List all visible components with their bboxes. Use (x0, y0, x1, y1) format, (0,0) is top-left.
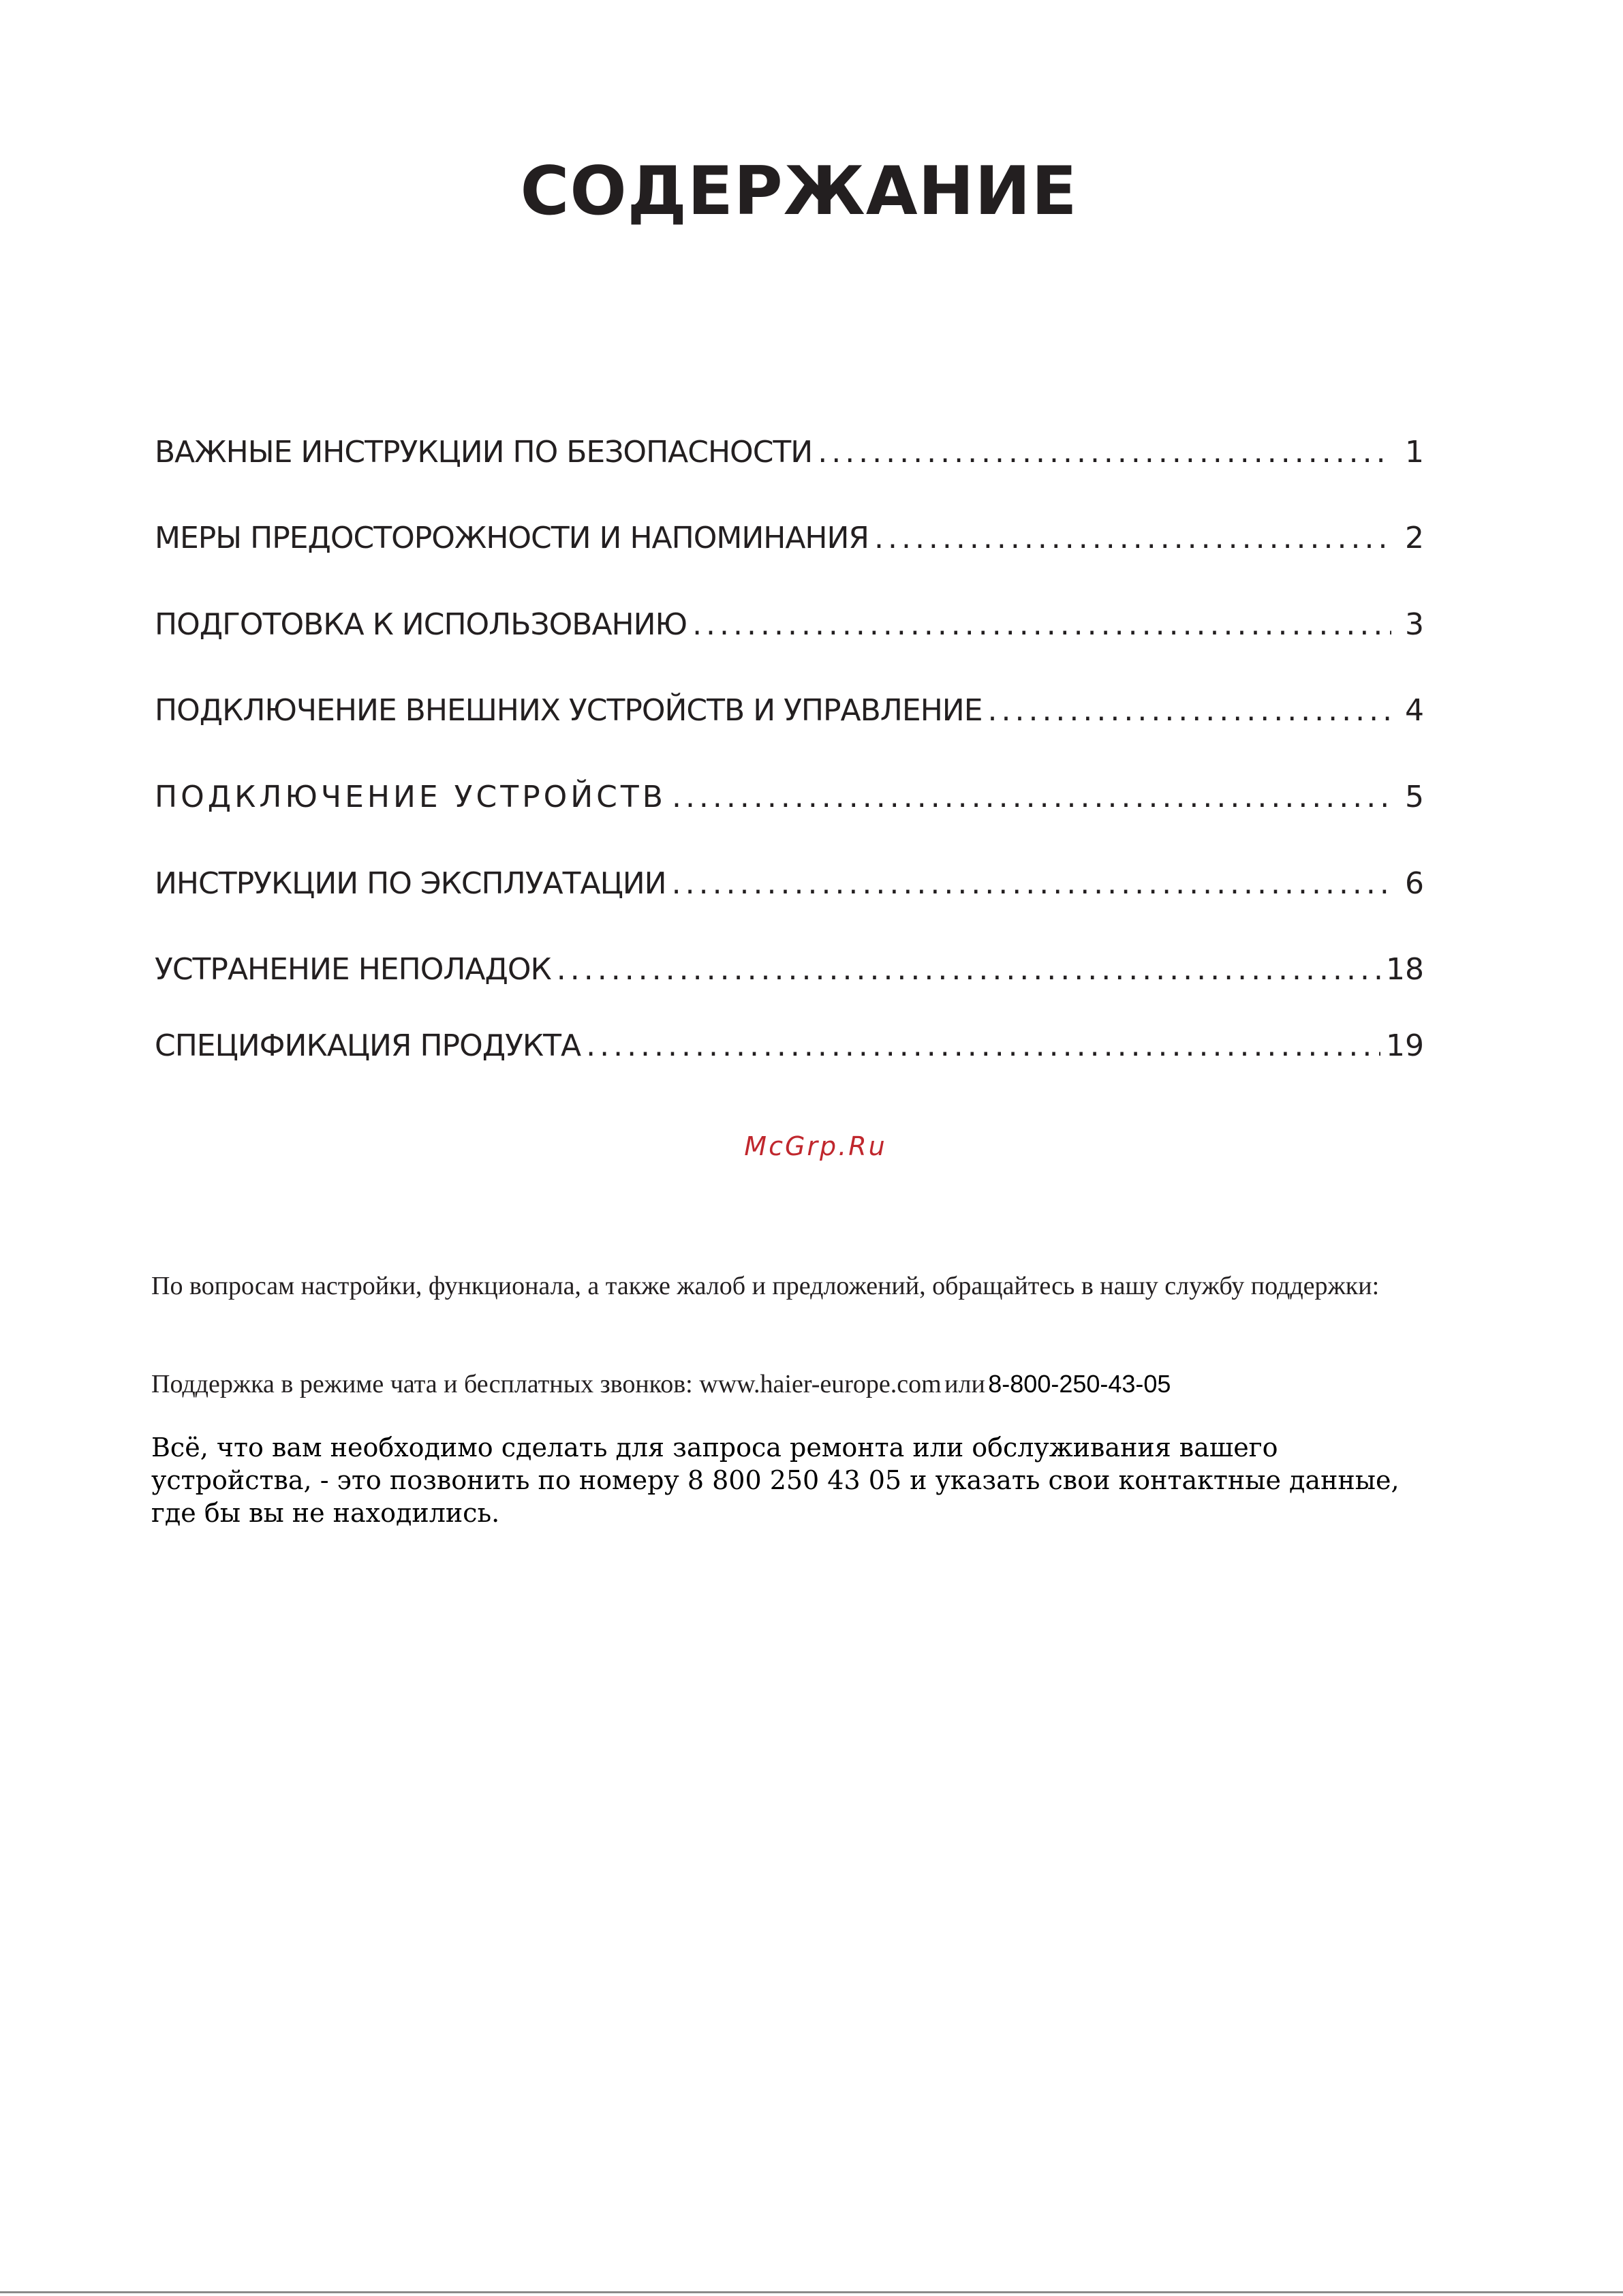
toc-dot-leader (988, 696, 1392, 726)
page-title: СОДЕРЖАНИЕ (520, 153, 1078, 230)
toc-entry-label: ПОДКЛЮЧЕНИЕ ВНЕШНИХ УСТРОЙСТВ И УПРАВЛЕНИЕ (155, 693, 983, 728)
toc-entry-troubleshooting[interactable] (155, 952, 1424, 987)
service-paragraph: Всё, что вам необходимо сделать для запроса ремонта или обслуживания вашего устройства, - это позвонить по номеру 8 800 250 43 05 и указать свои контактные данные, где бы вы не находились. (151, 1433, 1400, 1528)
support-phone[interactable]: 8-800-250-43-05 (988, 1370, 1171, 1398)
toc-page-number: 2 (1405, 521, 1424, 555)
toc-entry-external-devices[interactable] (155, 693, 1424, 728)
toc-entry-label: МЕРЫ ПРЕДОСТОРОЖНОСТИ И НАПОМИНАНИЯ (155, 521, 869, 555)
page-bottom-border (0, 2291, 1623, 2293)
toc-entry-label: ПОДГОТОВКА К ИСПОЛЬЗОВАНИЮ (155, 607, 687, 642)
toc-page-number: 5 (1405, 780, 1424, 814)
support-note: По вопросам настройки, функционала, а также жалоб и предложений, обращайтесь в нашу службу поддержки: (151, 1272, 1380, 1300)
toc-dot-leader (586, 1031, 1380, 1061)
toc-dot-leader (672, 782, 1391, 812)
toc-entry-preparation[interactable] (155, 607, 1424, 642)
watermark-text: McGrp.Ru (744, 1131, 887, 1161)
toc-entry-specification[interactable] (155, 1028, 1424, 1063)
toc-page-number: 3 (1405, 607, 1424, 642)
toc-page-number: 18 (1386, 952, 1424, 987)
toc-entry-device-connection[interactable] (155, 782, 1424, 812)
toc-entry-label: ИНСТРУКЦИИ ПО ЭКСПЛУАТАЦИИ (155, 866, 666, 901)
support-website-text[interactable]: Поддержка в режиме чата и бесплатных звонков: www.haier-europe.com (151, 1370, 942, 1398)
toc-entry-safety[interactable] (155, 435, 1424, 470)
toc-dot-leader (692, 610, 1391, 640)
toc-entry-label: ПОДКЛЮЧЕНИЕ УСТРОЙСТВ (155, 780, 666, 814)
toc-dot-leader (557, 955, 1380, 985)
toc-dot-leader (672, 869, 1391, 899)
toc-dot-leader (874, 523, 1391, 553)
toc-page-number: 1 (1405, 435, 1424, 470)
toc-entry-label: УСТРАНЕНИЕ НЕПОЛАДОК (155, 952, 551, 987)
toc-entry-operation[interactable] (155, 866, 1424, 901)
toc-entry-label: ВАЖНЫЕ ИНСТРУКЦИИ ПО БЕЗОПАСНОСТИ (155, 435, 813, 470)
toc-page-number: 19 (1386, 1028, 1424, 1063)
toc-page-number: 4 (1405, 693, 1424, 728)
toc-page-number: 6 (1405, 866, 1424, 901)
support-line (151, 1371, 1171, 1397)
toc-dot-leader (818, 438, 1391, 468)
toc-entry-precautions[interactable] (155, 523, 1424, 553)
toc-entry-label: СПЕЦИФИКАЦИЯ ПРОДУКТА (155, 1028, 581, 1063)
support-or-text: или (944, 1370, 985, 1398)
